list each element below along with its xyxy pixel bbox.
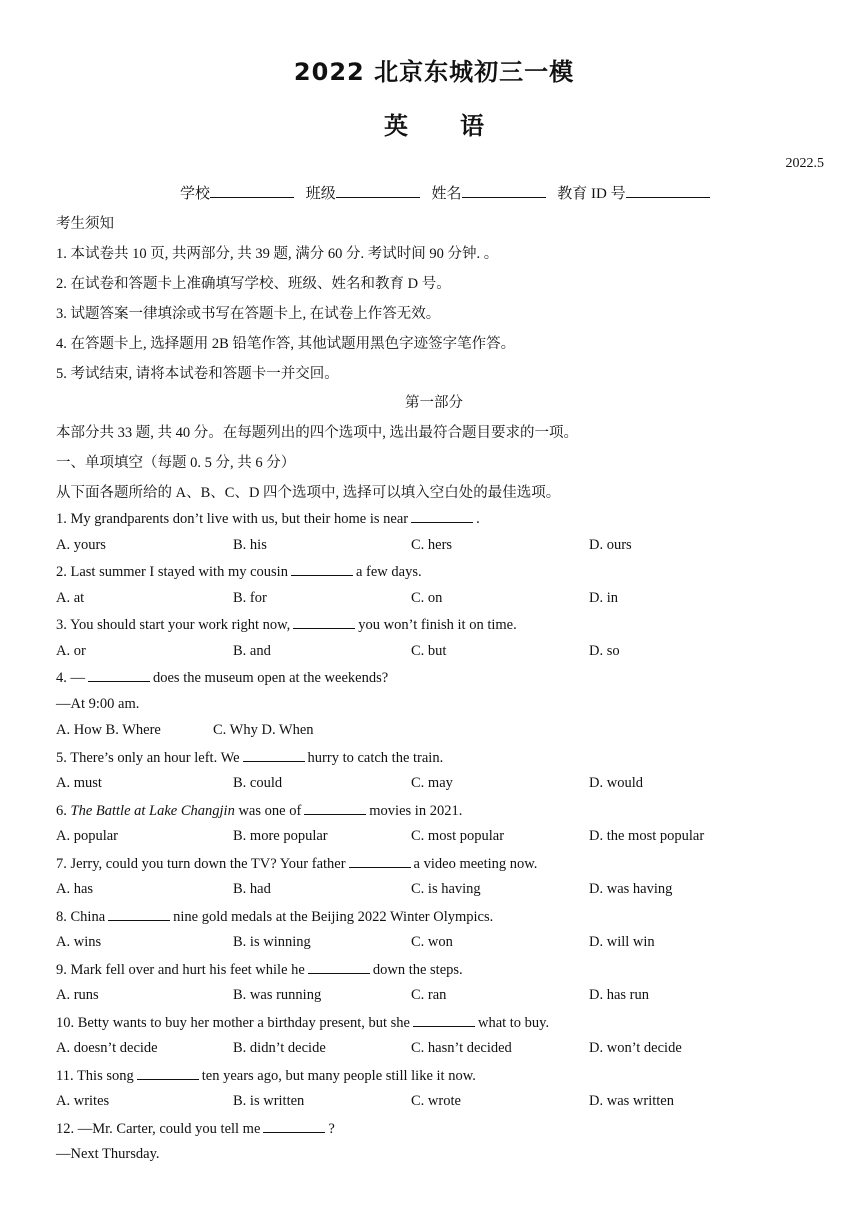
answer-option[interactable]: B. was running — [233, 987, 322, 1003]
answer-option[interactable]: C. but — [411, 642, 447, 659]
question-stem — [56, 510, 480, 528]
question-text: movies in 2021. — [369, 802, 463, 819]
blank-field[interactable] — [210, 183, 294, 198]
answer-option[interactable]: B. is winning — [233, 934, 311, 950]
answer-option[interactable]: C. ran — [411, 987, 447, 1003]
question-stem — [56, 855, 537, 873]
notice-item: 4. 在答题卡上, 选择题用 2B 铅笔作答, 其他试题用黑色字迹签字笔作答。 — [56, 336, 516, 352]
notice-item: 5. 考试结束, 请将本试卷和答题卡一并交回。 — [56, 366, 339, 382]
answer-option[interactable]: C. hasn’t decided — [411, 1040, 512, 1056]
notice-heading: 考生须知 — [56, 216, 114, 232]
answer-option[interactable]: D. ours — [589, 536, 632, 553]
answer-blank[interactable] — [243, 749, 305, 762]
question-text: nine gold medals at the Beijing 2022 Winter Olympics. — [173, 908, 494, 925]
answer-option[interactable]: B. had — [233, 881, 271, 897]
question-text: ten years ago, but many people still like it now. — [201, 1067, 476, 1084]
exam-date: 2022.5 — [785, 156, 824, 171]
question-text: 7. Jerry, could you turn down the TV? Your father — [56, 855, 346, 872]
subject-title — [0, 106, 868, 141]
question-text: 10. Betty wants to buy her mother a birthday present, but she — [56, 1014, 410, 1031]
question-stem — [56, 908, 493, 926]
section-instruction: 从下面各题所给的 A、B、C、D 四个选项中, 选择可以填入空白处的最佳选项。 — [56, 485, 561, 501]
question-stem — [56, 563, 422, 581]
answer-option[interactable]: B. is written — [233, 1093, 305, 1109]
answer-option[interactable]: C. is having — [411, 881, 481, 897]
question-text: 5. There’s only an hour left. We — [56, 749, 240, 766]
question-text: 6. — [56, 802, 71, 819]
answer-option[interactable]: C. on — [411, 589, 443, 606]
question-text: down the steps. — [372, 961, 463, 978]
answer-option[interactable]: D. in — [589, 589, 618, 606]
blank-field[interactable] — [626, 183, 710, 198]
answer-option[interactable]: D. won’t decide — [589, 1040, 682, 1056]
answer-option[interactable]: D. so — [589, 642, 620, 659]
question-text: 8. China — [56, 908, 106, 925]
question-text: 1. My grandparents don’t live with us, but their home is near — [56, 511, 409, 527]
field-label: 班级 — [305, 186, 336, 202]
answer-blank[interactable] — [293, 616, 355, 629]
answer-blank[interactable] — [411, 510, 473, 523]
dialogue-answer: —At 9:00 am. — [56, 695, 140, 712]
answer-option[interactable]: C. hers — [411, 536, 453, 553]
answer-blank[interactable] — [413, 1014, 475, 1027]
question-text: what to buy. — [477, 1014, 550, 1031]
question-text: you won’t finish it on time. — [358, 617, 517, 633]
answer-option[interactable]: A. wins — [56, 934, 102, 950]
subject-char: 语 — [460, 112, 484, 140]
notice-item: 3. 试题答案一律填涂或书写在答题卡上, 在试卷上作答无效。 — [56, 306, 441, 322]
answer-blank[interactable] — [304, 802, 366, 815]
answer-option[interactable]: D. was having — [589, 881, 673, 897]
blank-field[interactable] — [462, 183, 546, 198]
question-stem — [56, 616, 517, 634]
answer-option[interactable]: A. has — [56, 881, 94, 897]
question-stem — [56, 961, 463, 979]
part-intro: 本部分共 33 题, 共 40 分。在每题列出的四个选项中, 选出最符合题目要求的一项。 — [56, 425, 578, 441]
question-text: a video meeting now. — [413, 855, 538, 872]
answer-option[interactable]: B. didn’t decide — [233, 1040, 326, 1056]
question-stem — [56, 1120, 335, 1138]
answer-option[interactable]: D. the most popular — [589, 828, 705, 844]
answer-option[interactable]: A. doesn’t decide — [56, 1040, 158, 1056]
part-heading: 第一部分 — [405, 395, 463, 411]
answer-option[interactable]: C. most popular — [411, 828, 505, 844]
answer-option[interactable]: B. could — [233, 775, 283, 791]
answer-option[interactable]: A. writes — [56, 1093, 110, 1109]
answer-option[interactable]: A. must — [56, 775, 102, 791]
answer-blank[interactable] — [291, 563, 353, 576]
answer-option[interactable]: B. and — [233, 642, 271, 659]
answer-option[interactable]: A. at — [56, 589, 85, 606]
answer-option[interactable]: A. popular — [56, 828, 119, 844]
exam-title: 2022 北京东城初三一模 — [293, 58, 575, 86]
question-text: 12. —Mr. Carter, could you tell me — [56, 1120, 261, 1137]
question-text: ? — [328, 1120, 335, 1137]
question-text: was one of — [234, 802, 302, 819]
option-group: A. How B. Where — [56, 722, 161, 738]
dialogue-answer: —Next Thursday. — [56, 1146, 160, 1162]
question-stem — [56, 1014, 549, 1032]
blank-field[interactable] — [336, 183, 420, 198]
question-text: 3. You should start your work right now, — [56, 617, 291, 633]
notice-item: 2. 在试卷和答题卡上准确填写学校、班级、姓名和教育 D 号。 — [56, 276, 451, 292]
answer-blank[interactable] — [137, 1067, 199, 1080]
answer-option[interactable]: D. was written — [589, 1093, 674, 1109]
subject-char: 英 — [384, 112, 408, 140]
question-text: 2. Last summer I stayed with my cousin — [56, 564, 288, 580]
question-text: does the museum open at the weekends? — [153, 670, 389, 686]
question-text: a few days. — [355, 564, 422, 580]
question-stem — [56, 669, 388, 687]
answer-blank[interactable] — [88, 669, 150, 682]
question-stem — [56, 802, 462, 820]
answer-option[interactable]: B. for — [233, 589, 267, 606]
answer-option[interactable]: B. more popular — [233, 828, 328, 844]
answer-option[interactable]: A. runs — [56, 987, 99, 1003]
question-text: 4. — — [56, 670, 85, 686]
answer-option[interactable]: C. wrote — [411, 1093, 461, 1109]
answer-option[interactable]: A. or — [56, 642, 86, 659]
field-label: 教育 ID 号 — [557, 186, 626, 202]
question-text: 11. This song — [56, 1067, 134, 1084]
question-text: . — [476, 511, 480, 527]
question-text: 9. Mark fell over and hurt his feet while he — [56, 961, 305, 978]
answer-option[interactable]: C. may — [411, 775, 453, 791]
answer-blank[interactable] — [263, 1120, 325, 1133]
answer-option[interactable]: B. his — [233, 536, 267, 553]
field-label: 姓名 — [431, 186, 462, 202]
answer-option[interactable]: D. has run — [589, 987, 650, 1003]
answer-option[interactable]: D. would — [589, 775, 643, 791]
answer-option[interactable]: A. yours — [56, 536, 106, 553]
section-heading: 一、单项填空（每题 0. 5 分, 共 6 分） — [56, 455, 296, 471]
answer-option[interactable]: D. will win — [589, 934, 655, 950]
student-info-line — [180, 182, 718, 203]
answer-option[interactable]: C. won — [411, 934, 453, 950]
answer-blank[interactable] — [308, 961, 370, 974]
question-text: hurry to catch the train. — [307, 749, 444, 766]
field-label: 学校 — [180, 186, 211, 202]
question-stem — [56, 749, 443, 767]
notice-item: 1. 本试卷共 10 页, 共两部分, 共 39 题, 满分 60 分. 考试时间 90 分钟. 。 — [56, 246, 499, 262]
answer-blank[interactable] — [349, 855, 411, 868]
option-group: C. Why D. When — [213, 722, 314, 738]
movie-title: The Battle at Lake Changjin — [70, 802, 235, 819]
question-stem — [56, 1067, 476, 1085]
answer-blank[interactable] — [108, 908, 170, 921]
